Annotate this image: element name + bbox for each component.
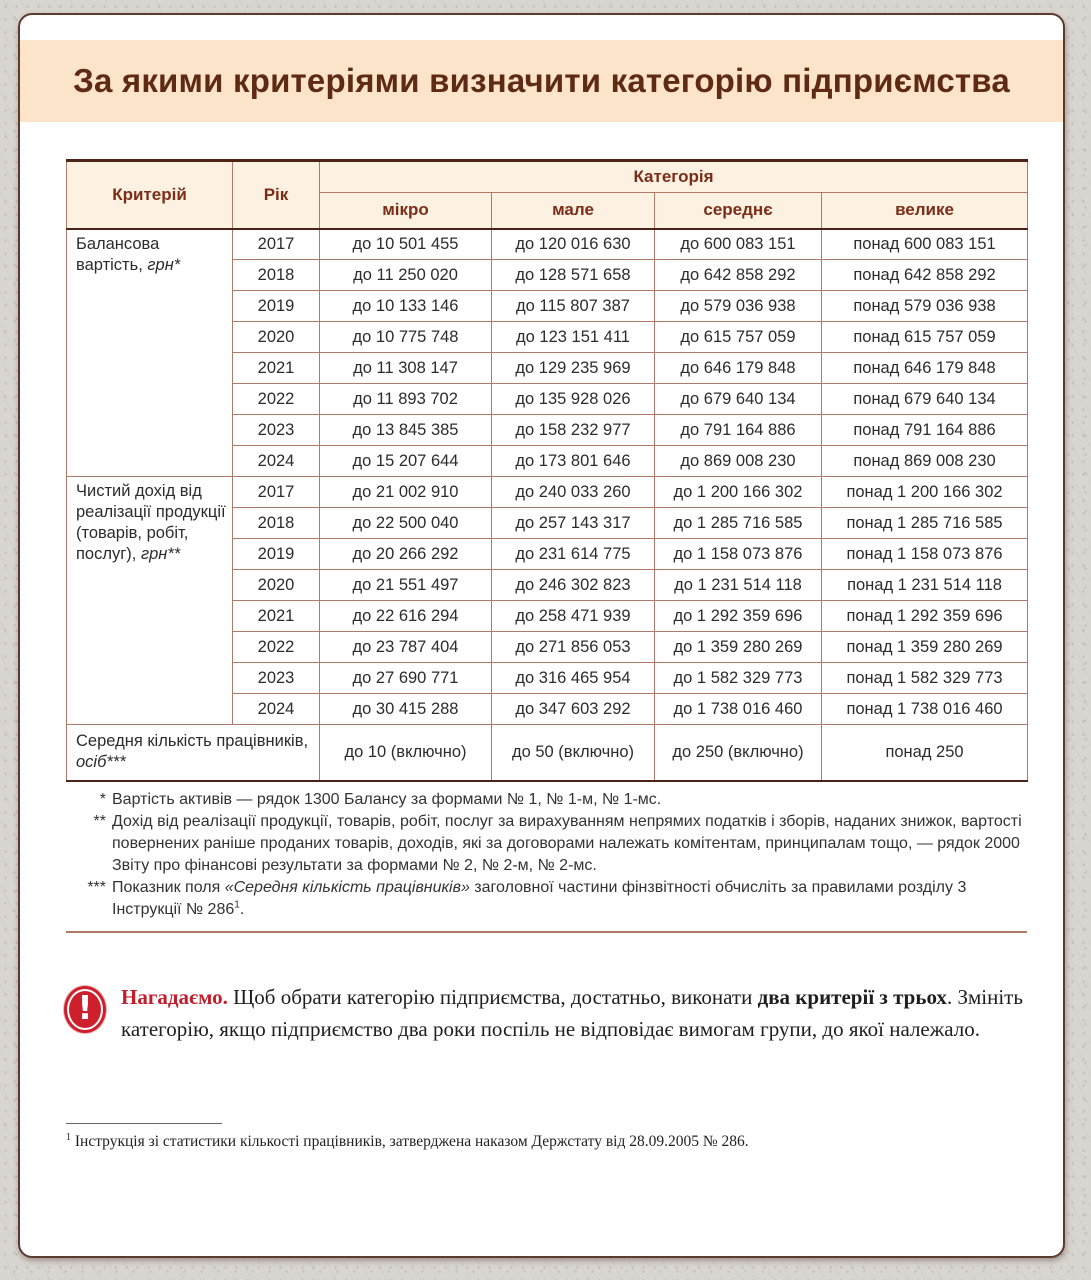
value-cell: до 22 500 040 bbox=[320, 508, 492, 539]
value-cell: до 123 151 411 bbox=[492, 322, 655, 353]
footnote-marker: *** bbox=[87, 878, 106, 896]
value-cell: понад 615 757 059 bbox=[822, 322, 1028, 353]
value-cell: до 271 856 053 bbox=[492, 632, 655, 663]
value-cell: до 120 016 630 bbox=[492, 229, 655, 260]
value-cell: до 615 757 059 bbox=[655, 322, 822, 353]
col-header-micro: мікро bbox=[320, 193, 492, 229]
year-cell: 2024 bbox=[233, 446, 320, 477]
criterion-cell: Балансова вартість, грн* bbox=[67, 229, 233, 477]
value-cell: до 30 415 288 bbox=[320, 694, 492, 725]
col-header-year: Рік bbox=[233, 161, 320, 229]
criteria-table-wrap bbox=[66, 159, 1027, 782]
value-cell: понад 646 179 848 bbox=[822, 353, 1028, 384]
criterion-unit: грн* bbox=[147, 255, 181, 274]
value-cell: до 679 640 134 bbox=[655, 384, 822, 415]
value-cell: понад 1 200 166 302 bbox=[822, 477, 1028, 508]
value-cell: до 21 551 497 bbox=[320, 570, 492, 601]
table-header bbox=[67, 161, 1028, 229]
value-cell: понад 791 164 886 bbox=[822, 415, 1028, 446]
value-cell: до 50 (включно) bbox=[492, 725, 655, 781]
value-cell: до 646 179 848 bbox=[655, 353, 822, 384]
value-cell: до 600 083 151 bbox=[655, 229, 822, 260]
value-cell: до 579 036 938 bbox=[655, 291, 822, 322]
value-cell: понад 1 231 514 118 bbox=[822, 570, 1028, 601]
value-cell: до 1 285 716 585 bbox=[655, 508, 822, 539]
net-income-block bbox=[67, 477, 1028, 725]
value-cell: до 1 158 073 876 bbox=[655, 539, 822, 570]
value-cell: понад 579 036 938 bbox=[822, 291, 1028, 322]
value-cell: понад 1 359 280 269 bbox=[822, 632, 1028, 663]
criteria-table bbox=[66, 159, 1028, 782]
year-cell: 2022 bbox=[233, 632, 320, 663]
table-row bbox=[67, 477, 1028, 508]
reminder-callout bbox=[64, 981, 1029, 1045]
value-cell: до 1 200 166 302 bbox=[655, 477, 822, 508]
page-title: За якими критеріями визначити категорію підприємства bbox=[73, 62, 1010, 99]
table-row bbox=[67, 229, 1028, 260]
col-header-category: Категорія bbox=[320, 161, 1028, 193]
value-cell: до 11 308 147 bbox=[320, 353, 492, 384]
year-cell: 2018 bbox=[233, 508, 320, 539]
footnote-reference: $^1$ Інструкція зі статистики кількості працівників, затверджена наказом Держстату від 28.09.2005 № 286. bbox=[66, 1131, 749, 1150]
value-cell: до 246 302 823 bbox=[492, 570, 655, 601]
value-cell: до 158 232 977 bbox=[492, 415, 655, 446]
col-header-large: велике bbox=[822, 193, 1028, 229]
value-cell: до 15 207 644 bbox=[320, 446, 492, 477]
value-cell: до 791 164 886 bbox=[655, 415, 822, 446]
criterion-cell: Чистий дохід від реалізації продукції (товарів, робіт, послуг), грн** bbox=[67, 477, 233, 725]
col-header-medium: середнє bbox=[655, 193, 822, 229]
footnote-text: Вартість активів — рядок 1300 Балансу за формами № 1, № 1-м, № 1-мс. bbox=[112, 790, 662, 808]
year-cell: 2023 bbox=[233, 663, 320, 694]
value-cell: до 135 928 026 bbox=[492, 384, 655, 415]
value-cell: до 347 603 292 bbox=[492, 694, 655, 725]
year-cell: 2017 bbox=[233, 229, 320, 260]
value-cell: до 20 266 292 bbox=[320, 539, 492, 570]
value-cell: понад 642 858 292 bbox=[822, 260, 1028, 291]
value-cell: до 240 033 260 bbox=[492, 477, 655, 508]
value-cell: до 642 858 292 bbox=[655, 260, 822, 291]
value-cell: до 11 893 702 bbox=[320, 384, 492, 415]
footnote-marker: * bbox=[99, 790, 106, 808]
year-cell: 2018 bbox=[233, 260, 320, 291]
year-cell: 2019 bbox=[233, 539, 320, 570]
year-cell: 2021 bbox=[233, 353, 320, 384]
title-banner bbox=[20, 40, 1063, 122]
value-cell: до 10 (включно) bbox=[320, 725, 492, 781]
page-footnote bbox=[66, 1123, 1027, 1151]
value-cell: до 231 614 775 bbox=[492, 539, 655, 570]
reminder-label: Нагадаємо. bbox=[121, 984, 228, 1009]
value-cell: до 22 616 294 bbox=[320, 601, 492, 632]
value-cell: до 115 807 387 bbox=[492, 291, 655, 322]
value-cell: до 129 235 969 bbox=[492, 353, 655, 384]
footnote-text: Дохід від реалізації продукції, товарів, робіт, послуг за вирахуванням непрямих податків і зборів, наданих знижок, вартості повернених раніше проданих товарів, доходів, які за договорами належать комітентам, принципалам тощо, — рядок 2000 Звіту про фінансові результати за формами № 2, № 2-м, № 2-мс. bbox=[112, 812, 1022, 874]
value-cell: до 128 571 658 bbox=[492, 260, 655, 291]
year-cell: 2023 bbox=[233, 415, 320, 446]
col-header-small: мале bbox=[492, 193, 655, 229]
table-row bbox=[67, 161, 1028, 193]
value-cell: понад 250 bbox=[822, 725, 1028, 781]
criterion-unit: осіб*** bbox=[76, 753, 126, 771]
reminder-text: Нагадаємо. Щоб обрати категорію підприємства, достатньо, виконати два критерії з трьох. Змініть категорію, якщо підприємство два роки поспіль не відповідає вимогам групи, до якої належало. bbox=[121, 984, 1023, 1041]
value-cell: до 257 143 317 bbox=[492, 508, 655, 539]
value-cell: понад 1 738 016 460 bbox=[822, 694, 1028, 725]
value-cell: понад 869 008 230 bbox=[822, 446, 1028, 477]
footnote-income bbox=[66, 811, 1027, 877]
footnote-asset-value bbox=[66, 789, 1027, 811]
value-cell: до 11 250 020 bbox=[320, 260, 492, 291]
value-cell: понад 679 640 134 bbox=[822, 384, 1028, 415]
year-cell: 2024 bbox=[233, 694, 320, 725]
footnote-workers bbox=[66, 877, 1027, 921]
value-cell: до 173 801 646 bbox=[492, 446, 655, 477]
value-cell: до 1 231 514 118 bbox=[655, 570, 822, 601]
value-cell: понад 1 292 359 696 bbox=[822, 601, 1028, 632]
value-cell: до 13 845 385 bbox=[320, 415, 492, 446]
article-card bbox=[18, 13, 1065, 1258]
year-cell: 2020 bbox=[233, 322, 320, 353]
value-cell: до 1 292 359 696 bbox=[655, 601, 822, 632]
criterion-cell: Середня кількість працівників, осіб*** bbox=[67, 725, 320, 781]
value-cell: до 258 471 939 bbox=[492, 601, 655, 632]
year-cell: 2021 bbox=[233, 601, 320, 632]
value-cell: до 250 (включно) bbox=[655, 725, 822, 781]
workers-block bbox=[67, 725, 1028, 781]
value-cell: до 10 775 748 bbox=[320, 322, 492, 353]
table-footnotes bbox=[66, 782, 1027, 933]
footnote-marker: ** bbox=[93, 812, 106, 830]
value-cell: до 1 738 016 460 bbox=[655, 694, 822, 725]
col-header-criterion: Критерій bbox=[67, 161, 233, 229]
value-cell: до 869 008 230 bbox=[655, 446, 822, 477]
value-cell: до 23 787 404 bbox=[320, 632, 492, 663]
exclamation-icon: ! bbox=[64, 986, 106, 1033]
value-cell: понад 1 582 329 773 bbox=[822, 663, 1028, 694]
value-cell: до 10 133 146 bbox=[320, 291, 492, 322]
year-cell: 2020 bbox=[233, 570, 320, 601]
value-cell: до 27 690 771 bbox=[320, 663, 492, 694]
value-cell: до 10 501 455 bbox=[320, 229, 492, 260]
footnote-text: Показник поля «Середня кількість працівників» заголовної частини фінзвітності обчисліть за правилами розділу 3 Інструкції № $286^1$. bbox=[112, 878, 967, 918]
balance-value-block bbox=[67, 229, 1028, 477]
year-cell: 2022 bbox=[233, 384, 320, 415]
value-cell: до 21 002 910 bbox=[320, 477, 492, 508]
value-cell: до 1 359 280 269 bbox=[655, 632, 822, 663]
value-cell: до 1 582 329 773 bbox=[655, 663, 822, 694]
value-cell: понад 600 083 151 bbox=[822, 229, 1028, 260]
value-cell: до 316 465 954 bbox=[492, 663, 655, 694]
year-cell: 2019 bbox=[233, 291, 320, 322]
year-cell: 2017 bbox=[233, 477, 320, 508]
footnote-rule bbox=[66, 1123, 222, 1124]
criterion-unit: грн** bbox=[140, 545, 181, 563]
value-cell: понад 1 158 073 876 bbox=[822, 539, 1028, 570]
table-row bbox=[67, 725, 1028, 781]
value-cell: понад 1 285 716 585 bbox=[822, 508, 1028, 539]
